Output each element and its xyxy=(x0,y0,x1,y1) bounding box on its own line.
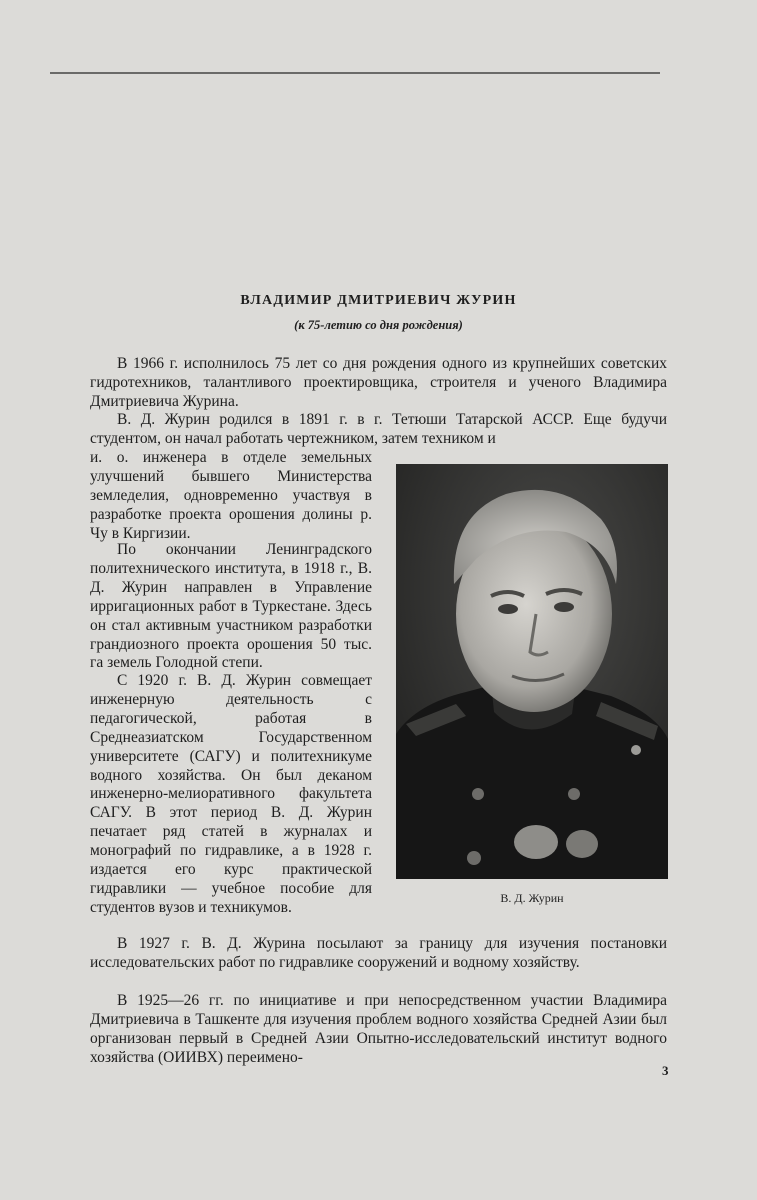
article-subtitle: (к 75-летию со дня рождения) xyxy=(294,318,463,332)
paragraph-5: В 1927 г. В. Д. Журина посылают за границу для изучения постановки исследовательских работ по гидравлике сооружений и водному хозяйству. xyxy=(90,935,667,971)
paragraph-3: По окончании Ленинградского политехнического института, в 1918 г., В. Д. Журин направлен в Управление ирригационных работ в Туркестане. Здесь он стал активным участником разработки грандиозного проекта орошения 50 тыс. га земель Голодной степи. xyxy=(90,541,372,672)
paragraph-1: В 1966 г. исполнилось 75 лет со дня рождения одного из крупнейших советских гидротехников, талантливого проектировщика, строителя и ученого Владимира Дмитриевича Журина. xyxy=(90,355,667,410)
article-title: ВЛАДИМИР ДМИТРИЕВИЧ ЖУРИН xyxy=(240,293,517,308)
top-rule xyxy=(50,72,660,74)
photo-caption: В. Д. Журин xyxy=(500,891,564,905)
portrait-photo xyxy=(396,464,668,879)
paragraph-2: В. Д. Журин родился в 1891 г. в г. Тетюши Татарской АССР. Еще будучи студентом, он начал работать чертежником, затем техником и xyxy=(90,411,667,447)
paragraph-6: В 1925—26 гг. по инициативе и при непосредственном участии Владимира Дмитриевича в Ташкенте для изучения проблем водного хозяйства Средней Азии был организован первый в Средней Азии Опытно-исследовательский институт водного хозяйства (ОИИВХ) переимено- xyxy=(90,992,667,1066)
page-number: 3 xyxy=(662,1063,669,1078)
paragraph-2-continued: и. о. инженера в отделе земельных улучшений бывшего Министерства земледелия, одновременно участвуя в разработке проекта орошения долины р. Чу в Киргизии. xyxy=(90,449,372,542)
paragraph-4: С 1920 г. В. Д. Журин совмещает инженерную деятельность с педагогической, работая в Среднеазиатском Государственном университете (САГУ) и политехникуме водного хозяйства. Он был деканом инженерно-мелиоративного факультета САГУ. В этот период В. Д. Журин печатает ряд статей в журналах и монографий по гидравлике, а в 1928 г. издается его курс практической гидравлики — учебное пособие для студентов вузов и техникумов. xyxy=(90,672,372,916)
